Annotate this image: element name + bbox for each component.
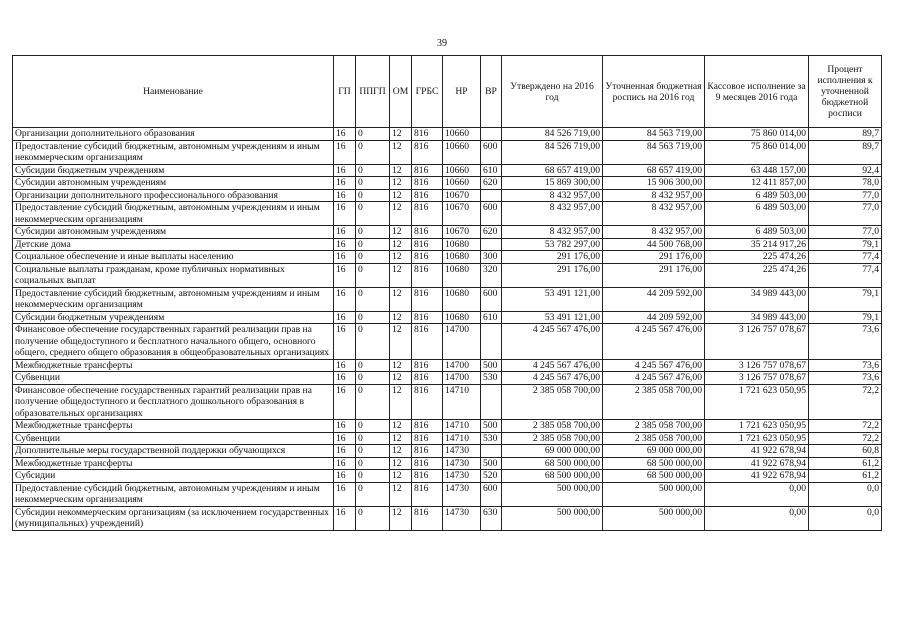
row-cash: 1 721 623 050,95 bbox=[705, 432, 809, 445]
row-refined: 68 500 000,00 bbox=[603, 457, 705, 470]
table-row bbox=[13, 506, 882, 530]
row-name: Детские дома bbox=[13, 238, 334, 251]
row-cash: 3 126 757 078,67 bbox=[705, 359, 809, 372]
row-nr: 10660 bbox=[443, 140, 481, 164]
row-gp: 16 bbox=[334, 432, 356, 445]
table-row bbox=[13, 324, 882, 360]
row-vr: 620 bbox=[481, 226, 502, 239]
row-percent: 0,0 bbox=[809, 506, 882, 530]
row-cash: 1 721 623 050,95 bbox=[705, 420, 809, 433]
row-approved: 84 526 719,00 bbox=[502, 140, 603, 164]
row-cash: 0,00 bbox=[705, 482, 809, 506]
row-ppgp: 0 bbox=[356, 324, 390, 360]
row-percent: 72,2 bbox=[809, 432, 882, 445]
row-refined: 8 432 957,00 bbox=[603, 226, 705, 239]
row-om: 12 bbox=[390, 372, 412, 385]
row-name: Субсидии автономным учреждениям bbox=[13, 177, 334, 190]
table-row bbox=[13, 263, 882, 287]
row-om: 12 bbox=[390, 432, 412, 445]
row-refined: 8 432 957,00 bbox=[603, 202, 705, 226]
row-name: Субсидии автономным учреждениям bbox=[13, 226, 334, 239]
row-om: 12 bbox=[390, 457, 412, 470]
row-ppgp: 0 bbox=[356, 311, 390, 324]
row-refined: 69 000 000,00 bbox=[603, 445, 705, 458]
row-grbs: 816 bbox=[412, 445, 443, 458]
row-grbs: 816 bbox=[412, 432, 443, 445]
table-row bbox=[13, 140, 882, 164]
row-percent: 79,1 bbox=[809, 311, 882, 324]
row-percent: 77,4 bbox=[809, 251, 882, 264]
row-gp: 16 bbox=[334, 372, 356, 385]
row-grbs: 816 bbox=[412, 372, 443, 385]
row-refined: 500 000,00 bbox=[603, 482, 705, 506]
row-approved: 84 526 719,00 bbox=[502, 128, 603, 141]
row-gp: 16 bbox=[334, 251, 356, 264]
row-refined: 44 209 592,00 bbox=[603, 287, 705, 311]
row-percent: 0,0 bbox=[809, 482, 882, 506]
row-nr: 10680 bbox=[443, 263, 481, 287]
row-cash: 6 489 503,00 bbox=[705, 226, 809, 239]
row-percent: 89,7 bbox=[809, 128, 882, 141]
row-name: Субвенции bbox=[13, 372, 334, 385]
row-name: Предоставление субсидий бюджетным, автономным учреждениям и иным некоммерческим организациям bbox=[13, 202, 334, 226]
table-row bbox=[13, 432, 882, 445]
row-vr: 500 bbox=[481, 359, 502, 372]
row-grbs: 816 bbox=[412, 384, 443, 420]
row-gp: 16 bbox=[334, 164, 356, 177]
row-cash: 41 922 678,94 bbox=[705, 470, 809, 483]
row-vr: 620 bbox=[481, 177, 502, 190]
row-approved: 4 245 567 476,00 bbox=[502, 359, 603, 372]
row-gp: 16 bbox=[334, 359, 356, 372]
row-percent: 79,1 bbox=[809, 238, 882, 251]
row-grbs: 816 bbox=[412, 506, 443, 530]
row-refined: 2 385 058 700,00 bbox=[603, 420, 705, 433]
row-grbs: 816 bbox=[412, 177, 443, 190]
row-grbs: 816 bbox=[412, 470, 443, 483]
row-name: Финансовое обеспечение государственных гарантий реализации прав на получение общедоступного и бесплатного дошкольного образования в образовательных организациях bbox=[13, 384, 334, 420]
row-percent: 78,0 bbox=[809, 177, 882, 190]
row-ppgp: 0 bbox=[356, 238, 390, 251]
table-row bbox=[13, 128, 882, 141]
row-approved: 8 432 957,00 bbox=[502, 189, 603, 202]
row-name: Организации дополнительного образования bbox=[13, 128, 334, 141]
table-row bbox=[13, 238, 882, 251]
row-nr: 14730 bbox=[443, 445, 481, 458]
row-ppgp: 0 bbox=[356, 445, 390, 458]
row-ppgp: 0 bbox=[356, 263, 390, 287]
row-om: 12 bbox=[390, 189, 412, 202]
row-om: 12 bbox=[390, 287, 412, 311]
row-gp: 16 bbox=[334, 189, 356, 202]
row-gp: 16 bbox=[334, 457, 356, 470]
row-ppgp: 0 bbox=[356, 432, 390, 445]
row-name: Субсидии бюджетным учреждениям bbox=[13, 164, 334, 177]
row-vr bbox=[481, 324, 502, 360]
table-row bbox=[13, 445, 882, 458]
row-gp: 16 bbox=[334, 202, 356, 226]
table-row bbox=[13, 251, 882, 264]
row-grbs: 816 bbox=[412, 359, 443, 372]
row-percent: 89,7 bbox=[809, 140, 882, 164]
table-row bbox=[13, 177, 882, 190]
row-grbs: 816 bbox=[412, 263, 443, 287]
row-gp: 16 bbox=[334, 482, 356, 506]
row-approved: 15 869 300,00 bbox=[502, 177, 603, 190]
row-percent: 79,1 bbox=[809, 287, 882, 311]
row-name: Субсидии bbox=[13, 470, 334, 483]
row-percent: 73,6 bbox=[809, 359, 882, 372]
row-name: Межбюджетные трансферты bbox=[13, 359, 334, 372]
row-vr: 520 bbox=[481, 470, 502, 483]
row-percent: 73,6 bbox=[809, 324, 882, 360]
row-approved: 500 000,00 bbox=[502, 482, 603, 506]
row-nr: 10680 bbox=[443, 287, 481, 311]
row-grbs: 816 bbox=[412, 311, 443, 324]
row-approved: 68 500 000,00 bbox=[502, 470, 603, 483]
table-row bbox=[13, 164, 882, 177]
row-ppgp: 0 bbox=[356, 128, 390, 141]
row-refined: 4 245 567 476,00 bbox=[603, 324, 705, 360]
row-om: 12 bbox=[390, 506, 412, 530]
row-cash: 12 411 857,00 bbox=[705, 177, 809, 190]
row-percent: 77,0 bbox=[809, 202, 882, 226]
col-header-percent: Процент исполнения к уточненной бюджетной росписи bbox=[809, 56, 882, 128]
row-grbs: 816 bbox=[412, 287, 443, 311]
row-vr: 300 bbox=[481, 251, 502, 264]
row-name: Дополнительные меры государственной поддержки обучающихся bbox=[13, 445, 334, 458]
row-vr: 600 bbox=[481, 140, 502, 164]
row-nr: 10680 bbox=[443, 238, 481, 251]
row-cash: 34 989 443,00 bbox=[705, 287, 809, 311]
row-refined: 84 563 719,00 bbox=[603, 140, 705, 164]
row-cash: 63 448 157,00 bbox=[705, 164, 809, 177]
row-ppgp: 0 bbox=[356, 359, 390, 372]
row-gp: 16 bbox=[334, 140, 356, 164]
row-gp: 16 bbox=[334, 445, 356, 458]
row-grbs: 816 bbox=[412, 482, 443, 506]
row-ppgp: 0 bbox=[356, 189, 390, 202]
table-row bbox=[13, 189, 882, 202]
row-nr: 10660 bbox=[443, 177, 481, 190]
row-vr: 320 bbox=[481, 263, 502, 287]
row-cash: 6 489 503,00 bbox=[705, 202, 809, 226]
row-om: 12 bbox=[390, 420, 412, 433]
row-gp: 16 bbox=[334, 177, 356, 190]
row-grbs: 816 bbox=[412, 140, 443, 164]
row-cash: 41 922 678,94 bbox=[705, 445, 809, 458]
row-approved: 53 491 121,00 bbox=[502, 311, 603, 324]
row-approved: 2 385 058 700,00 bbox=[502, 432, 603, 445]
row-percent: 77,4 bbox=[809, 263, 882, 287]
row-gp: 16 bbox=[334, 324, 356, 360]
budget-table bbox=[12, 55, 882, 531]
row-grbs: 816 bbox=[412, 128, 443, 141]
row-name: Межбюджетные трансферты bbox=[13, 420, 334, 433]
row-percent: 61,2 bbox=[809, 457, 882, 470]
row-approved: 68 500 000,00 bbox=[502, 457, 603, 470]
row-gp: 16 bbox=[334, 420, 356, 433]
col-header-name: Наименование bbox=[13, 56, 334, 128]
row-refined: 291 176,00 bbox=[603, 251, 705, 264]
row-name: Субсидии некоммерческим организациям (за исключением государственных (муниципальных) учреждений) bbox=[13, 506, 334, 530]
col-header-approved: Утверждено на 2016 год bbox=[502, 56, 603, 128]
row-vr bbox=[481, 128, 502, 141]
col-header-ppgp: ППГП bbox=[356, 56, 390, 128]
row-vr: 530 bbox=[481, 372, 502, 385]
row-nr: 10660 bbox=[443, 128, 481, 141]
row-name: Предоставление субсидий бюджетным, автономным учреждениям и иным некоммерческим организациям bbox=[13, 287, 334, 311]
row-refined: 4 245 567 476,00 bbox=[603, 372, 705, 385]
row-grbs: 816 bbox=[412, 164, 443, 177]
row-approved: 2 385 058 700,00 bbox=[502, 420, 603, 433]
row-name: Предоставление субсидий бюджетным, автономным учреждениям и иным некоммерческим организациям bbox=[13, 140, 334, 164]
row-om: 12 bbox=[390, 202, 412, 226]
row-om: 12 bbox=[390, 226, 412, 239]
row-grbs: 816 bbox=[412, 226, 443, 239]
row-name: Межбюджетные трансферты bbox=[13, 457, 334, 470]
table-row bbox=[13, 372, 882, 385]
table-row bbox=[13, 359, 882, 372]
row-refined: 44 500 768,00 bbox=[603, 238, 705, 251]
row-nr: 14730 bbox=[443, 482, 481, 506]
table-row bbox=[13, 311, 882, 324]
row-vr: 600 bbox=[481, 482, 502, 506]
row-vr: 500 bbox=[481, 457, 502, 470]
row-nr: 14730 bbox=[443, 470, 481, 483]
row-vr bbox=[481, 445, 502, 458]
row-vr: 610 bbox=[481, 311, 502, 324]
row-nr: 10670 bbox=[443, 226, 481, 239]
row-refined: 68 500 000,00 bbox=[603, 470, 705, 483]
row-ppgp: 0 bbox=[356, 177, 390, 190]
row-approved: 291 176,00 bbox=[502, 263, 603, 287]
row-nr: 10660 bbox=[443, 164, 481, 177]
row-cash: 225 474,26 bbox=[705, 263, 809, 287]
row-approved: 4 245 567 476,00 bbox=[502, 324, 603, 360]
row-percent: 72,2 bbox=[809, 384, 882, 420]
row-om: 12 bbox=[390, 470, 412, 483]
row-ppgp: 0 bbox=[356, 164, 390, 177]
row-grbs: 816 bbox=[412, 324, 443, 360]
row-percent: 61,2 bbox=[809, 470, 882, 483]
row-vr bbox=[481, 189, 502, 202]
row-om: 12 bbox=[390, 128, 412, 141]
row-om: 12 bbox=[390, 238, 412, 251]
row-vr: 630 bbox=[481, 506, 502, 530]
col-header-grbs: ГРБС bbox=[412, 56, 443, 128]
row-name: Субсидии бюджетным учреждениям bbox=[13, 311, 334, 324]
row-cash: 6 489 503,00 bbox=[705, 189, 809, 202]
table-row bbox=[13, 287, 882, 311]
row-nr: 14710 bbox=[443, 420, 481, 433]
row-nr: 14700 bbox=[443, 324, 481, 360]
row-nr: 14710 bbox=[443, 384, 481, 420]
row-gp: 16 bbox=[334, 238, 356, 251]
row-percent: 73,6 bbox=[809, 372, 882, 385]
row-name: Социальные выплаты гражданам, кроме публичных нормативных социальных выплат bbox=[13, 263, 334, 287]
row-om: 12 bbox=[390, 311, 412, 324]
row-approved: 8 432 957,00 bbox=[502, 202, 603, 226]
row-gp: 16 bbox=[334, 128, 356, 141]
row-refined: 2 385 058 700,00 bbox=[603, 432, 705, 445]
row-grbs: 816 bbox=[412, 238, 443, 251]
row-om: 12 bbox=[390, 251, 412, 264]
row-ppgp: 0 bbox=[356, 202, 390, 226]
row-approved: 4 245 567 476,00 bbox=[502, 372, 603, 385]
table-row bbox=[13, 226, 882, 239]
table-row bbox=[13, 384, 882, 420]
row-vr: 530 bbox=[481, 432, 502, 445]
row-nr: 10680 bbox=[443, 251, 481, 264]
col-header-gp: ГП bbox=[334, 56, 356, 128]
row-grbs: 816 bbox=[412, 189, 443, 202]
row-om: 12 bbox=[390, 445, 412, 458]
row-vr bbox=[481, 238, 502, 251]
row-ppgp: 0 bbox=[356, 457, 390, 470]
row-ppgp: 0 bbox=[356, 506, 390, 530]
table-header-row bbox=[13, 56, 882, 128]
row-approved: 291 176,00 bbox=[502, 251, 603, 264]
row-ppgp: 0 bbox=[356, 420, 390, 433]
col-header-refined: Уточненная бюджетная роспись на 2016 год bbox=[603, 56, 705, 128]
row-ppgp: 0 bbox=[356, 470, 390, 483]
row-percent: 77,0 bbox=[809, 189, 882, 202]
row-om: 12 bbox=[390, 324, 412, 360]
row-refined: 4 245 567 476,00 bbox=[603, 359, 705, 372]
col-header-nr: НР bbox=[443, 56, 481, 128]
row-gp: 16 bbox=[334, 470, 356, 483]
row-cash: 34 989 443,00 bbox=[705, 311, 809, 324]
row-om: 12 bbox=[390, 263, 412, 287]
table-row bbox=[13, 470, 882, 483]
row-percent: 77,0 bbox=[809, 226, 882, 239]
row-cash: 1 721 623 050,95 bbox=[705, 384, 809, 420]
row-percent: 72,2 bbox=[809, 420, 882, 433]
row-vr: 500 bbox=[481, 420, 502, 433]
row-nr: 14710 bbox=[443, 432, 481, 445]
row-vr: 610 bbox=[481, 164, 502, 177]
row-nr: 14730 bbox=[443, 506, 481, 530]
row-nr: 14730 bbox=[443, 457, 481, 470]
row-approved: 8 432 957,00 bbox=[502, 226, 603, 239]
row-percent: 60,8 bbox=[809, 445, 882, 458]
row-name: Организации дополнительного профессионального образования bbox=[13, 189, 334, 202]
row-cash: 3 126 757 078,67 bbox=[705, 324, 809, 360]
row-grbs: 816 bbox=[412, 457, 443, 470]
row-refined: 44 209 592,00 bbox=[603, 311, 705, 324]
row-ppgp: 0 bbox=[356, 251, 390, 264]
row-gp: 16 bbox=[334, 384, 356, 420]
row-cash: 75 860 014,00 bbox=[705, 128, 809, 141]
row-refined: 500 000,00 bbox=[603, 506, 705, 530]
row-grbs: 816 bbox=[412, 251, 443, 264]
row-cash: 225 474,26 bbox=[705, 251, 809, 264]
row-approved: 68 657 419,00 bbox=[502, 164, 603, 177]
row-refined: 291 176,00 bbox=[603, 263, 705, 287]
row-gp: 16 bbox=[334, 263, 356, 287]
row-om: 12 bbox=[390, 164, 412, 177]
table-row bbox=[13, 420, 882, 433]
row-vr: 600 bbox=[481, 202, 502, 226]
row-gp: 16 bbox=[334, 287, 356, 311]
table-row bbox=[13, 202, 882, 226]
row-nr: 10670 bbox=[443, 189, 481, 202]
row-vr bbox=[481, 384, 502, 420]
row-name: Социальное обеспечение и иные выплаты населению bbox=[13, 251, 334, 264]
row-nr: 14700 bbox=[443, 359, 481, 372]
row-nr: 14700 bbox=[443, 372, 481, 385]
row-om: 12 bbox=[390, 177, 412, 190]
row-ppgp: 0 bbox=[356, 287, 390, 311]
row-refined: 68 657 419,00 bbox=[603, 164, 705, 177]
row-vr: 600 bbox=[481, 287, 502, 311]
col-header-vr: ВР bbox=[481, 56, 502, 128]
row-om: 12 bbox=[390, 140, 412, 164]
row-gp: 16 bbox=[334, 506, 356, 530]
row-nr: 10680 bbox=[443, 311, 481, 324]
row-percent: 92,4 bbox=[809, 164, 882, 177]
row-approved: 53 782 297,00 bbox=[502, 238, 603, 251]
row-approved: 53 491 121,00 bbox=[502, 287, 603, 311]
row-om: 12 bbox=[390, 482, 412, 506]
col-header-cash: Кассовое исполнение за 9 месяцев 2016 года bbox=[705, 56, 809, 128]
row-grbs: 816 bbox=[412, 202, 443, 226]
row-ppgp: 0 bbox=[356, 140, 390, 164]
row-ppgp: 0 bbox=[356, 226, 390, 239]
row-approved: 2 385 058 700,00 bbox=[502, 384, 603, 420]
row-cash: 3 126 757 078,67 bbox=[705, 372, 809, 385]
row-refined: 84 563 719,00 bbox=[603, 128, 705, 141]
row-refined: 8 432 957,00 bbox=[603, 189, 705, 202]
row-gp: 16 bbox=[334, 226, 356, 239]
row-grbs: 816 bbox=[412, 420, 443, 433]
row-refined: 2 385 058 700,00 bbox=[603, 384, 705, 420]
col-header-om: ОМ bbox=[390, 56, 412, 128]
row-cash: 35 214 917,26 bbox=[705, 238, 809, 251]
row-approved: 69 000 000,00 bbox=[502, 445, 603, 458]
row-name: Предоставление субсидий бюджетным, автономным учреждениям и иным некоммерческим организациям bbox=[13, 482, 334, 506]
row-ppgp: 0 bbox=[356, 482, 390, 506]
row-name: Субвенции bbox=[13, 432, 334, 445]
row-gp: 16 bbox=[334, 311, 356, 324]
row-refined: 15 906 300,00 bbox=[603, 177, 705, 190]
row-ppgp: 0 bbox=[356, 384, 390, 420]
row-cash: 41 922 678,94 bbox=[705, 457, 809, 470]
row-approved: 500 000,00 bbox=[502, 506, 603, 530]
row-ppgp: 0 bbox=[356, 372, 390, 385]
row-name: Финансовое обеспечение государственных гарантий реализации прав на получение общедоступного и бесплатного начального общего, основного общего, среднего общего образования в общеобразовательных организациях bbox=[13, 324, 334, 360]
table-row bbox=[13, 482, 882, 506]
row-cash: 0,00 bbox=[705, 506, 809, 530]
row-om: 12 bbox=[390, 359, 412, 372]
row-cash: 75 860 014,00 bbox=[705, 140, 809, 164]
page-number: 39 bbox=[437, 38, 447, 49]
row-om: 12 bbox=[390, 384, 412, 420]
row-nr: 10670 bbox=[443, 202, 481, 226]
table-row bbox=[13, 457, 882, 470]
